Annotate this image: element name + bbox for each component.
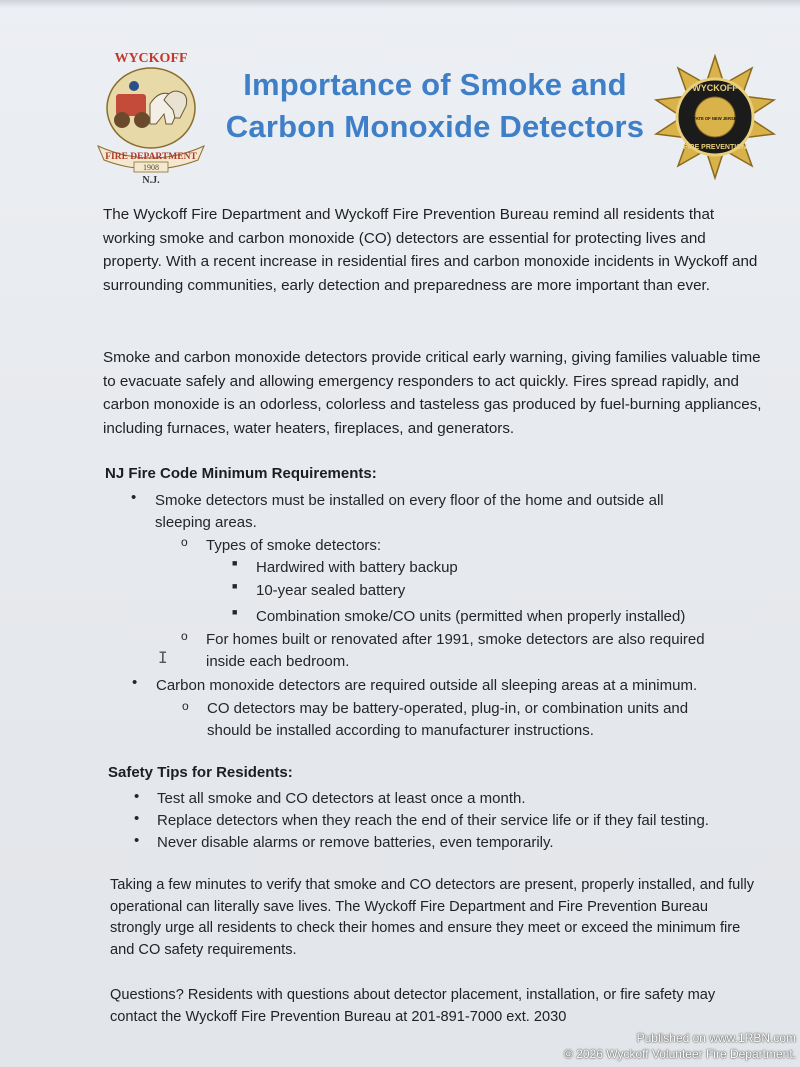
type-item: Combination smoke/CO units (permitted when properly installed) bbox=[256, 608, 686, 625]
publisher-watermark: Published on www.1RBN.com bbox=[636, 1031, 796, 1045]
safety-tip: Replace detectors when they reach the end of their service life or if they fail testing. bbox=[157, 812, 709, 829]
bullet-disc: • bbox=[134, 832, 140, 849]
page-title bbox=[210, 64, 660, 148]
copyright-watermark: © 2026 Wyckoff Volunteer Fire Department. bbox=[564, 1047, 796, 1061]
bullet-disc: • bbox=[132, 674, 138, 691]
type-item: Hardwired with battery backup bbox=[256, 559, 458, 576]
bullet-disc: • bbox=[134, 788, 140, 805]
closing-paragraph: Taking a few minutes to verify that smoke and CO detectors are present, properly installed, and fully operational can literally save lives. The Wyckoff Fire Department and Fire Prevention Bureau strongly urge all residents to check their homes and ensure they meet or exceed the minimum fire and CO safety requirements. bbox=[110, 877, 755, 958]
smoke-requirement-line-2: sleeping areas. bbox=[155, 514, 257, 531]
requirements-heading: NJ Fire Code Minimum Requirements: bbox=[105, 465, 377, 482]
bullet-disc: • bbox=[134, 810, 140, 827]
safety-tip: Never disable alarms or remove batteries, even temporarily. bbox=[157, 834, 554, 851]
intro-paragraph: The Wyckoff Fire Department and Wyckoff Fire Prevention Bureau remind all residents that working smoke and carbon monoxide (CO) detectors are essential for protecting lives and property. With a recent increase in residential fires and carbon monoxide incidents in Wyckoff and surrounding communities, early detection and preparedness are more important than ever. bbox=[103, 206, 758, 294]
types-label: Types of smoke detectors: bbox=[206, 537, 382, 554]
svg-text:N.J.: N.J. bbox=[142, 175, 160, 186]
bullet-square: ■ bbox=[232, 558, 238, 568]
bullet-disc: • bbox=[131, 489, 137, 506]
bullet-circle: o bbox=[181, 535, 188, 549]
smoke-requirement-line-1: Smoke detectors must be installed on every floor of the home and outside all bbox=[155, 492, 664, 509]
svg-text:STATE OF NEW JERSEY: STATE OF NEW JERSEY bbox=[690, 116, 740, 121]
co-sub-line-1: CO detectors may be battery-operated, plug-in, or combination units and bbox=[207, 700, 689, 717]
homes-requirement-line-2: inside each bedroom. bbox=[206, 653, 350, 670]
detectors-paragraph: Smoke and carbon monoxide detectors provide critical early warning, giving families valuable time to evacuate safely and allowing emergency responders to act quickly. Fires spread rapidly, and carbon monoxide is an odorless, colorless and tasteless gas produced by fuel-burning appliances, including furnaces, water heaters, fireplaces, and generators. bbox=[103, 349, 762, 437]
title-line-2: Carbon Monoxide Detectors bbox=[225, 109, 645, 144]
fire-prevention-badge bbox=[652, 54, 778, 180]
bullet-square: ■ bbox=[232, 581, 238, 591]
svg-text:FIRE DEPARTMENT: FIRE DEPARTMENT bbox=[105, 152, 197, 162]
contact-paragraph: Questions? Residents with questions about detector placement, installation, or fire safety may contact the Wyckoff Fire Prevention Bureau at 201-891-7000 ext. 2030 bbox=[110, 987, 716, 1025]
safety-tip: Test all smoke and CO detectors at least once a month. bbox=[157, 790, 526, 807]
bullet-circle: o bbox=[181, 629, 188, 643]
bullet-circle: o bbox=[182, 699, 189, 713]
monitor-edge bbox=[0, 0, 800, 8]
homes-requirement-line-1: For homes built or renovated after 1991, smoke detectors are also required bbox=[206, 631, 705, 648]
title-line-1: Importance of Smoke and bbox=[243, 67, 627, 102]
co-sub-line-2: should be installed according to manufacturer instructions. bbox=[207, 722, 594, 739]
svg-text:WYCKOFF: WYCKOFF bbox=[114, 51, 188, 66]
co-requirement-line: Carbon monoxide detectors are required outside all sleeping areas at a minimum. bbox=[156, 677, 698, 694]
svg-text:1908: 1908 bbox=[143, 163, 159, 172]
type-item: 10-year sealed battery bbox=[256, 582, 406, 599]
safety-heading: Safety Tips for Residents: bbox=[108, 764, 293, 781]
text-cursor-icon: I bbox=[158, 648, 168, 667]
svg-text:FIRE PREVENTION: FIRE PREVENTION bbox=[683, 144, 747, 151]
svg-text:WYCKOFF: WYCKOFF bbox=[692, 83, 738, 93]
bullet-square: ■ bbox=[232, 607, 238, 617]
fire-department-logo bbox=[90, 46, 212, 186]
